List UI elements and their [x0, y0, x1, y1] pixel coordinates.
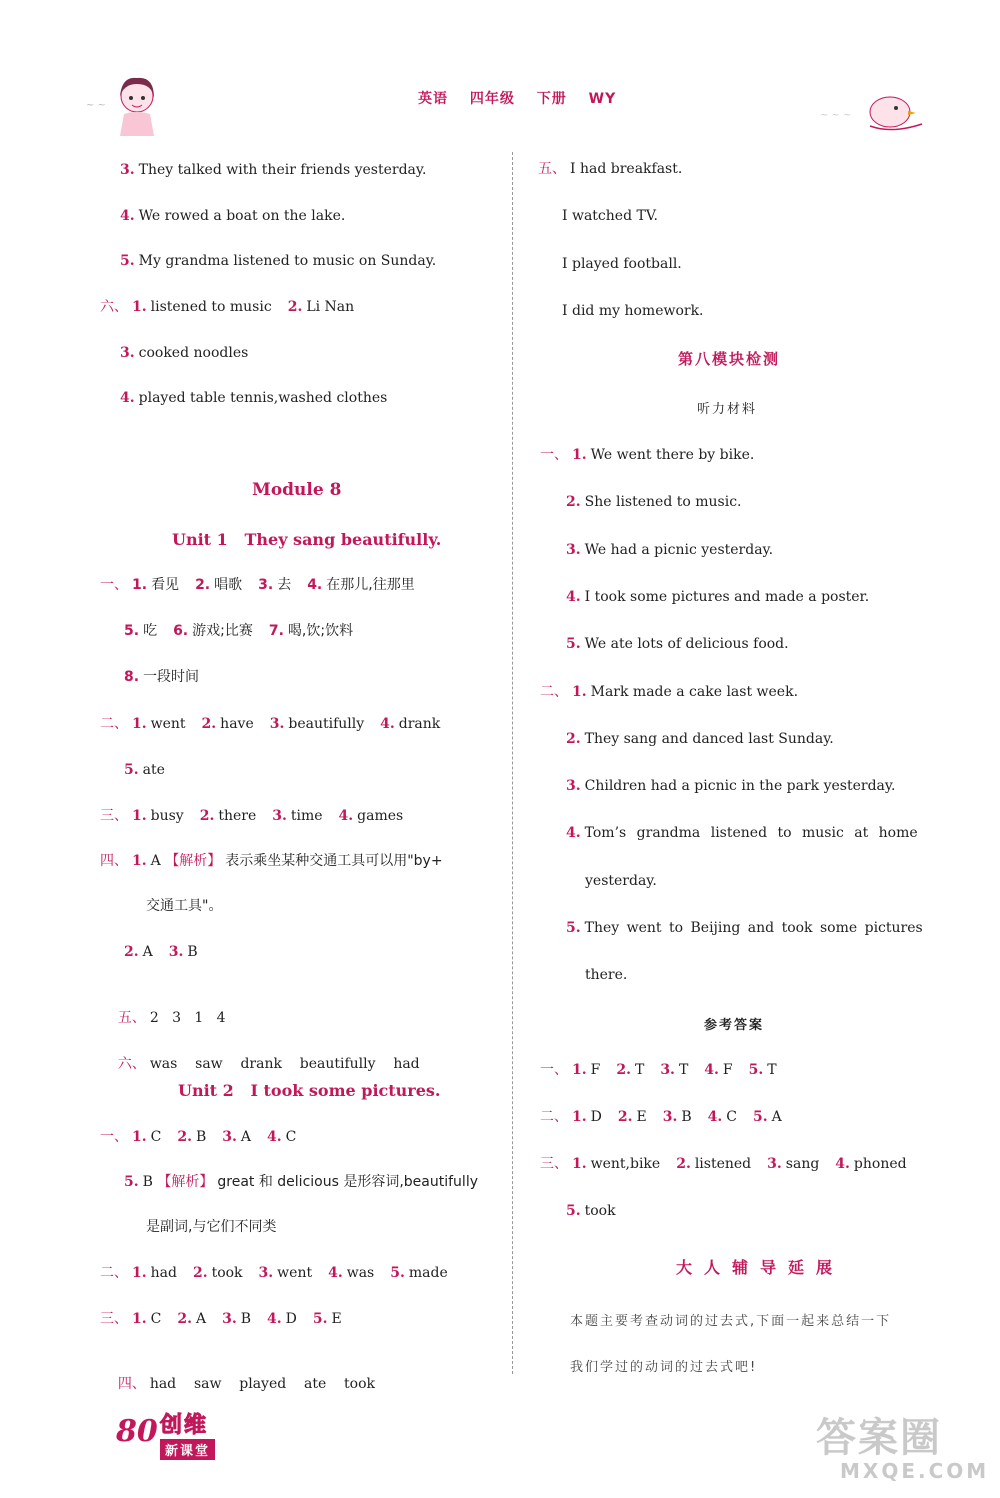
- item-number: 4.: [566, 589, 581, 605]
- list-item: I played football.: [562, 256, 682, 272]
- item-text: Li Nan: [306, 299, 355, 315]
- item-text: T: [678, 1062, 689, 1078]
- list-item: [566, 587, 869, 607]
- list-item: [566, 1201, 616, 1221]
- list-item: [100, 575, 415, 595]
- list-item: [566, 540, 773, 560]
- section-marker: 四、: [100, 853, 128, 869]
- item-number: 5.: [390, 1265, 405, 1281]
- list-item: [120, 206, 345, 226]
- item-text: A: [771, 1109, 782, 1125]
- list-item: [540, 445, 754, 465]
- list-item: [566, 634, 789, 654]
- item-text: A: [240, 1129, 252, 1145]
- list-item: [100, 1127, 296, 1147]
- section-marker: 二、: [540, 684, 568, 700]
- item-text: have: [220, 716, 254, 732]
- item-text: They sang and danced last Sunday.: [584, 731, 834, 747]
- item-text: C: [150, 1311, 162, 1327]
- item-text: went: [277, 1265, 313, 1281]
- analysis-text: 表示乘坐某种交通工具可以用"by+: [225, 853, 443, 869]
- item-text: 游戏;比赛: [192, 623, 253, 639]
- item-number: 1.: [572, 1109, 587, 1125]
- analysis-text: great 和 delicious 是形容词,beautifully: [217, 1174, 478, 1190]
- item-text: We ate lots of delicious food.: [584, 636, 789, 652]
- item-number: 4.: [338, 808, 354, 824]
- brand-logo: [160, 1408, 242, 1459]
- item-text: made: [408, 1265, 448, 1281]
- unit-title: Unit 1 They sang beautifully.: [172, 530, 442, 549]
- list-item: [566, 918, 923, 938]
- extension-text: 本题主要考查动词的过去式,下面一起来总结一下: [570, 1314, 892, 1329]
- item-number: 4.: [380, 716, 395, 732]
- item-number: 4.: [707, 1109, 723, 1125]
- bird-illustration-icon: [812, 84, 932, 136]
- item-number: 2.: [617, 1109, 633, 1125]
- item-text: A: [195, 1311, 207, 1327]
- item-text: cooked noodles: [138, 345, 249, 361]
- item-number: 2.: [201, 716, 217, 732]
- item-number: 2.: [195, 577, 211, 593]
- item-text: We rowed a boat on the lake.: [138, 208, 346, 224]
- item-text: took: [584, 1203, 616, 1219]
- item-number: 1.: [572, 447, 587, 463]
- section-marker: 一、: [540, 1062, 568, 1078]
- watermark: [816, 1406, 990, 1484]
- analysis-label: 【解析】: [157, 1174, 214, 1190]
- item-number: 1.: [132, 1265, 147, 1281]
- list-item: I did my homework.: [562, 303, 704, 319]
- item-text: They went to Beijing and took some pictures: [584, 920, 923, 936]
- item-text: A: [142, 944, 153, 960]
- item-number: 3.: [566, 542, 581, 558]
- item-text: She listened to music.: [584, 494, 742, 510]
- item-text: beautifully: [288, 716, 365, 732]
- item-number: 7.: [268, 623, 284, 639]
- item-text: 一段时间: [143, 669, 200, 685]
- list-item: [540, 1154, 907, 1174]
- section-marker: 五、: [538, 161, 566, 177]
- list-item: [124, 942, 198, 962]
- item-number: 4.: [120, 208, 135, 224]
- list-item: [100, 714, 440, 734]
- svg-text:~ ~ ~: ~ ~ ~: [820, 110, 852, 121]
- item-text: B: [142, 1174, 153, 1190]
- list-item: [566, 729, 834, 749]
- item-text: sang: [785, 1156, 820, 1172]
- item-text: B: [681, 1109, 692, 1125]
- list-item: [100, 851, 443, 871]
- item-text: played table tennis,washed clothes: [138, 390, 388, 406]
- item-text: listened to music: [150, 299, 272, 315]
- section-marker: 六、: [117, 1056, 146, 1072]
- list-item: [100, 297, 354, 317]
- item-text: had: [150, 1265, 177, 1281]
- extension-title: 大人辅导延展: [676, 1258, 845, 1277]
- item-number: 2.: [566, 731, 581, 747]
- item-text: Tom’s grandma listened to music at home: [584, 825, 918, 841]
- item-text: E: [331, 1311, 342, 1327]
- item-text: 2 3 1 4: [149, 1010, 226, 1026]
- section-marker: 二、: [540, 1109, 568, 1125]
- list-item: [566, 823, 918, 843]
- item-text: T: [634, 1062, 645, 1078]
- brand-name: 创维: [160, 1413, 209, 1438]
- item-text: I had breakfast.: [570, 161, 683, 177]
- item-number: 4.: [328, 1265, 343, 1281]
- header-grade: 四年级: [469, 91, 515, 107]
- brand-subtitle: 新课堂: [160, 1439, 215, 1460]
- item-number: 4.: [307, 577, 323, 593]
- item-text: 吃: [143, 623, 158, 639]
- item-text: Mark made a cake last week.: [590, 684, 799, 700]
- list-item: [566, 492, 741, 512]
- item-number: 3.: [168, 944, 184, 960]
- page-header: [0, 70, 1000, 140]
- item-text: went,bike: [590, 1156, 661, 1172]
- girl-illustration-icon: [82, 70, 172, 138]
- item-number: 5.: [120, 253, 135, 269]
- item-number: 1.: [132, 299, 147, 315]
- item-number: 5.: [566, 636, 581, 652]
- item-text: A: [150, 853, 161, 869]
- item-number: 4.: [267, 1311, 282, 1327]
- extension-text: 我们学过的动词的过去式吧!: [570, 1360, 758, 1375]
- section-marker: 五、: [117, 1010, 146, 1026]
- item-text: They talked with their friends yesterday.: [138, 162, 427, 178]
- list-item: [120, 343, 248, 363]
- item-number: 3.: [222, 1311, 237, 1327]
- item-text: F: [590, 1062, 601, 1078]
- item-text: E: [636, 1109, 647, 1125]
- analysis-text: 交通工具"。: [146, 898, 223, 914]
- item-text: C: [285, 1129, 297, 1145]
- item-number: 2.: [566, 494, 581, 510]
- svg-text:~ ~: ~ ~: [86, 100, 106, 111]
- item-text: busy: [150, 808, 184, 824]
- list-item: [124, 760, 165, 780]
- header-title: [418, 88, 632, 108]
- item-number: 1.: [572, 1062, 587, 1078]
- item-text: took: [211, 1265, 243, 1281]
- item-text: D: [285, 1311, 297, 1327]
- item-text: We had a picnic yesterday.: [584, 542, 774, 558]
- item-number: 3.: [767, 1156, 782, 1172]
- item-number: 3.: [566, 778, 581, 794]
- item-text: C: [726, 1109, 737, 1125]
- column-divider: [512, 152, 513, 1374]
- item-number: 3.: [222, 1129, 237, 1145]
- item-text: ate: [142, 762, 165, 778]
- item-text: C: [150, 1129, 162, 1145]
- item-text: D: [590, 1109, 602, 1125]
- section-marker: 一、: [100, 1129, 128, 1145]
- list-item: [540, 1107, 782, 1127]
- item-number: 1.: [132, 853, 147, 869]
- list-item: [120, 251, 436, 271]
- list-item: [540, 682, 798, 702]
- list-item: there.: [585, 967, 628, 983]
- list-item: [100, 1263, 448, 1283]
- header-edition: WY: [588, 91, 617, 107]
- item-number: 2.: [124, 944, 139, 960]
- item-text: was: [346, 1265, 375, 1281]
- list-item: [100, 1309, 342, 1329]
- item-number: 3.: [120, 345, 135, 361]
- item-number: 5.: [748, 1062, 764, 1078]
- item-text: drank: [398, 716, 441, 732]
- item-text: games: [357, 808, 404, 824]
- list-item: [100, 1354, 375, 1414]
- item-text: 喝,饮;饮料: [287, 623, 354, 639]
- list-item: [100, 806, 403, 826]
- item-number: 3.: [272, 808, 287, 824]
- list-item: [120, 388, 387, 408]
- item-number: 5.: [124, 623, 140, 639]
- item-number: 1.: [132, 1311, 147, 1327]
- section-marker: 三、: [100, 808, 128, 824]
- item-number: 2.: [616, 1062, 631, 1078]
- item-number: 4.: [835, 1156, 850, 1172]
- analysis-text: 是副词,与它们不同类: [146, 1219, 277, 1235]
- item-text: went: [150, 716, 186, 732]
- list-item: [120, 160, 426, 180]
- item-text: listened: [694, 1156, 752, 1172]
- watermark-text: 答案圈: [816, 1415, 942, 1461]
- item-number: 2.: [177, 1129, 192, 1145]
- item-number: 2.: [287, 299, 303, 315]
- analysis-label: 【解析】: [165, 853, 222, 869]
- item-number: 5.: [124, 1174, 139, 1190]
- item-number: 1.: [132, 716, 147, 732]
- item-number: 3.: [269, 716, 285, 732]
- watermark-url: MXQE.COM: [840, 1459, 990, 1483]
- item-text: We went there by bike.: [590, 447, 755, 463]
- item-number: 5.: [312, 1311, 328, 1327]
- section-marker: 二、: [100, 1265, 128, 1281]
- section-marker: 一、: [100, 577, 128, 593]
- section-marker: 六、: [100, 299, 128, 315]
- item-text: 唱歌: [214, 577, 243, 593]
- item-number: 5.: [124, 762, 139, 778]
- list-item: [124, 1172, 478, 1192]
- item-text: phoned: [853, 1156, 907, 1172]
- item-text: 看见: [151, 577, 180, 593]
- module-title: Module 8: [252, 480, 342, 500]
- item-number: 5.: [752, 1109, 768, 1125]
- item-number: 1.: [132, 808, 147, 824]
- item-number: 4.: [267, 1129, 282, 1145]
- item-text: I took some pictures and made a poster.: [584, 589, 870, 605]
- section-marker: 四、: [117, 1376, 146, 1392]
- item-number: 5.: [566, 920, 581, 936]
- item-text: had saw played ate took: [149, 1376, 376, 1392]
- item-number: 6.: [173, 623, 189, 639]
- section-marker: 一、: [540, 447, 568, 463]
- item-text: Children had a picnic in the park yesterday.: [584, 778, 896, 794]
- item-number: 5.: [566, 1203, 581, 1219]
- header-subject: 英语: [418, 91, 448, 107]
- item-text: B: [240, 1311, 252, 1327]
- item-number: 4.: [566, 825, 581, 841]
- item-number: 2.: [199, 808, 215, 824]
- list-item: [540, 1060, 777, 1080]
- list-item: I watched TV.: [562, 208, 658, 224]
- item-number: 4.: [704, 1062, 719, 1078]
- section-marker: 三、: [540, 1156, 568, 1172]
- item-number: 1.: [572, 1156, 587, 1172]
- section-marker: 三、: [100, 1311, 128, 1327]
- item-text: was saw drank beautifully had: [149, 1056, 420, 1072]
- item-text: F: [722, 1062, 733, 1078]
- item-number: 2.: [177, 1311, 192, 1327]
- answers-title: 参考答案: [704, 1018, 765, 1033]
- item-text: B: [187, 944, 198, 960]
- item-text: T: [767, 1062, 777, 1078]
- item-text: 在那儿,往那里: [326, 577, 415, 593]
- item-number: 8.: [124, 669, 140, 685]
- item-text: time: [290, 808, 323, 824]
- item-number: 3.: [120, 162, 135, 178]
- test-title: 第八模块检测: [678, 350, 781, 368]
- list-item: [566, 776, 895, 796]
- item-number: 1.: [572, 684, 587, 700]
- item-text: My grandma listened to music on Sunday.: [138, 253, 437, 269]
- list-item: [124, 667, 199, 687]
- item-text: B: [195, 1129, 207, 1145]
- list-item: [124, 621, 353, 641]
- item-number: 3.: [258, 577, 274, 593]
- item-number: 4.: [120, 390, 135, 406]
- section-marker: 二、: [100, 716, 128, 732]
- list-item: yesterday.: [585, 873, 657, 889]
- unit-title: Unit 2 I took some pictures.: [178, 1081, 441, 1100]
- item-number: 2.: [676, 1156, 691, 1172]
- page-number: 80: [116, 1414, 158, 1449]
- item-text: there: [218, 808, 257, 824]
- list-item: [538, 159, 682, 179]
- item-number: 2.: [192, 1265, 208, 1281]
- item-number: 3.: [662, 1109, 678, 1125]
- item-number: 1.: [132, 1129, 147, 1145]
- item-number: 3.: [258, 1265, 274, 1281]
- listening-title: 听力材料: [697, 402, 758, 417]
- header-volume: 下册: [536, 91, 567, 107]
- item-number: 1.: [132, 577, 148, 593]
- item-number: 3.: [660, 1062, 675, 1078]
- item-text: 去: [277, 577, 292, 593]
